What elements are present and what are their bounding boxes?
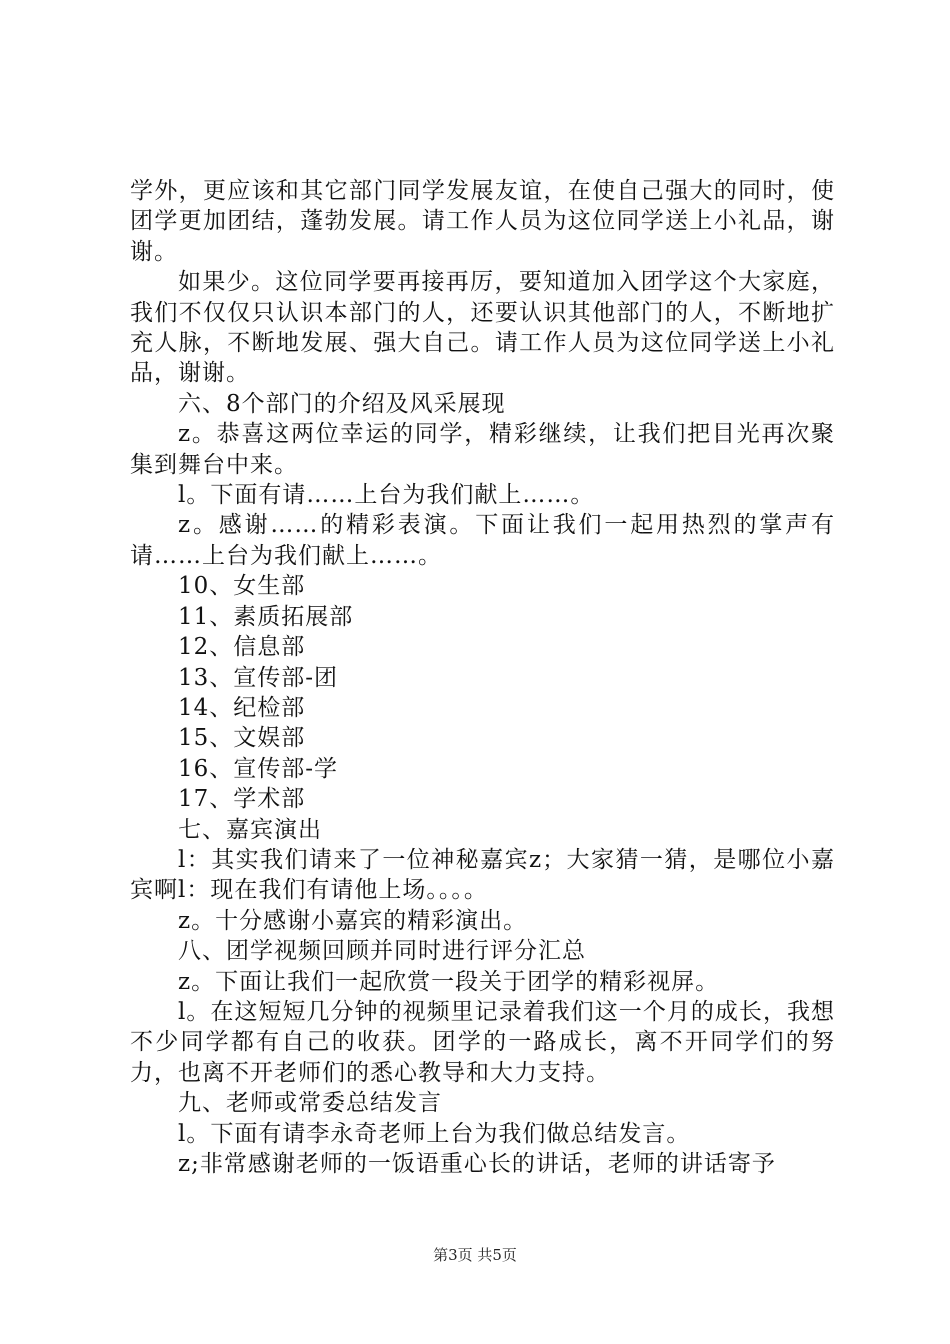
- paragraph: l。在这短短几分钟的视频里记录着我们这一个月的成长，我想不少同学都有自己的收获。团学的一路成长，离不开同学们的努力，也离不开老师们的悉心教导和大力支持。: [130, 998, 835, 1086]
- paragraph: z。十分感谢小嘉宾的精彩演出。: [178, 907, 528, 934]
- paragraph: 14、纪检部: [178, 694, 306, 721]
- paragraph: 学外，更应该和其它部门同学发展友谊，在使自己强大的同时，使团学更加团结，蓬勃发展。请工作人员为这位同学送上小礼品，谢谢。: [130, 178, 835, 265]
- page-footer: 第3页 共5页: [433, 1246, 517, 1264]
- paragraph: 六、8个部门的介绍及风采展现: [178, 390, 506, 417]
- paragraph: 17、学术部: [178, 786, 306, 813]
- paragraph: 七、嘉宾演出: [178, 816, 322, 843]
- paragraph: 10、女生部: [178, 573, 306, 600]
- paragraph: l。下面有请李永奇老师上台为我们做总结发言。: [178, 1120, 691, 1147]
- paragraph: z。感谢……的精彩表演。下面让我们一起用热烈的掌声有请……上台为我们献上……。: [130, 512, 835, 569]
- paragraph: l。下面有请……上台为我们献上……。: [178, 482, 595, 509]
- paragraph: 13、宣传部-团: [178, 664, 339, 691]
- paragraph: 九、老师或常委总结发言: [178, 1090, 442, 1117]
- paragraph: z。恭喜这两位幸运的同学，精彩继续，让我们把目光再次聚集到舞台中来。: [130, 421, 835, 478]
- paragraph: 12、信息部: [178, 634, 306, 661]
- paragraph: 16、宣传部-学: [178, 755, 339, 782]
- paragraph: z;非常感谢老师的一饭语重心长的讲话，老师的讲话寄予: [178, 1151, 776, 1177]
- paragraph: z。下面让我们一起欣赏一段关于团学的精彩视屏。: [178, 968, 720, 995]
- paragraph: 15、文娱部: [178, 725, 306, 752]
- paragraph: 如果少。这位同学要再接再厉，要知道加入团学这个大家庭，我们不仅仅只认识本部门的人，还要认识其他部门的人，不断地扩充人脉，不断地发展、强大自己。请工作人员为这位同学送上小礼品，谢谢。: [130, 269, 835, 387]
- paragraph: 八、团学视频回顾并同时进行评分汇总: [178, 938, 586, 965]
- paragraph: 11、素质拓展部: [178, 603, 354, 630]
- document-body: [130, 176, 835, 1179]
- paragraph: l：其实我们请来了一位神秘嘉宾z；大家猜一猜，是哪位小嘉宾啊l：现在我们有请他上场。。。。: [130, 846, 835, 904]
